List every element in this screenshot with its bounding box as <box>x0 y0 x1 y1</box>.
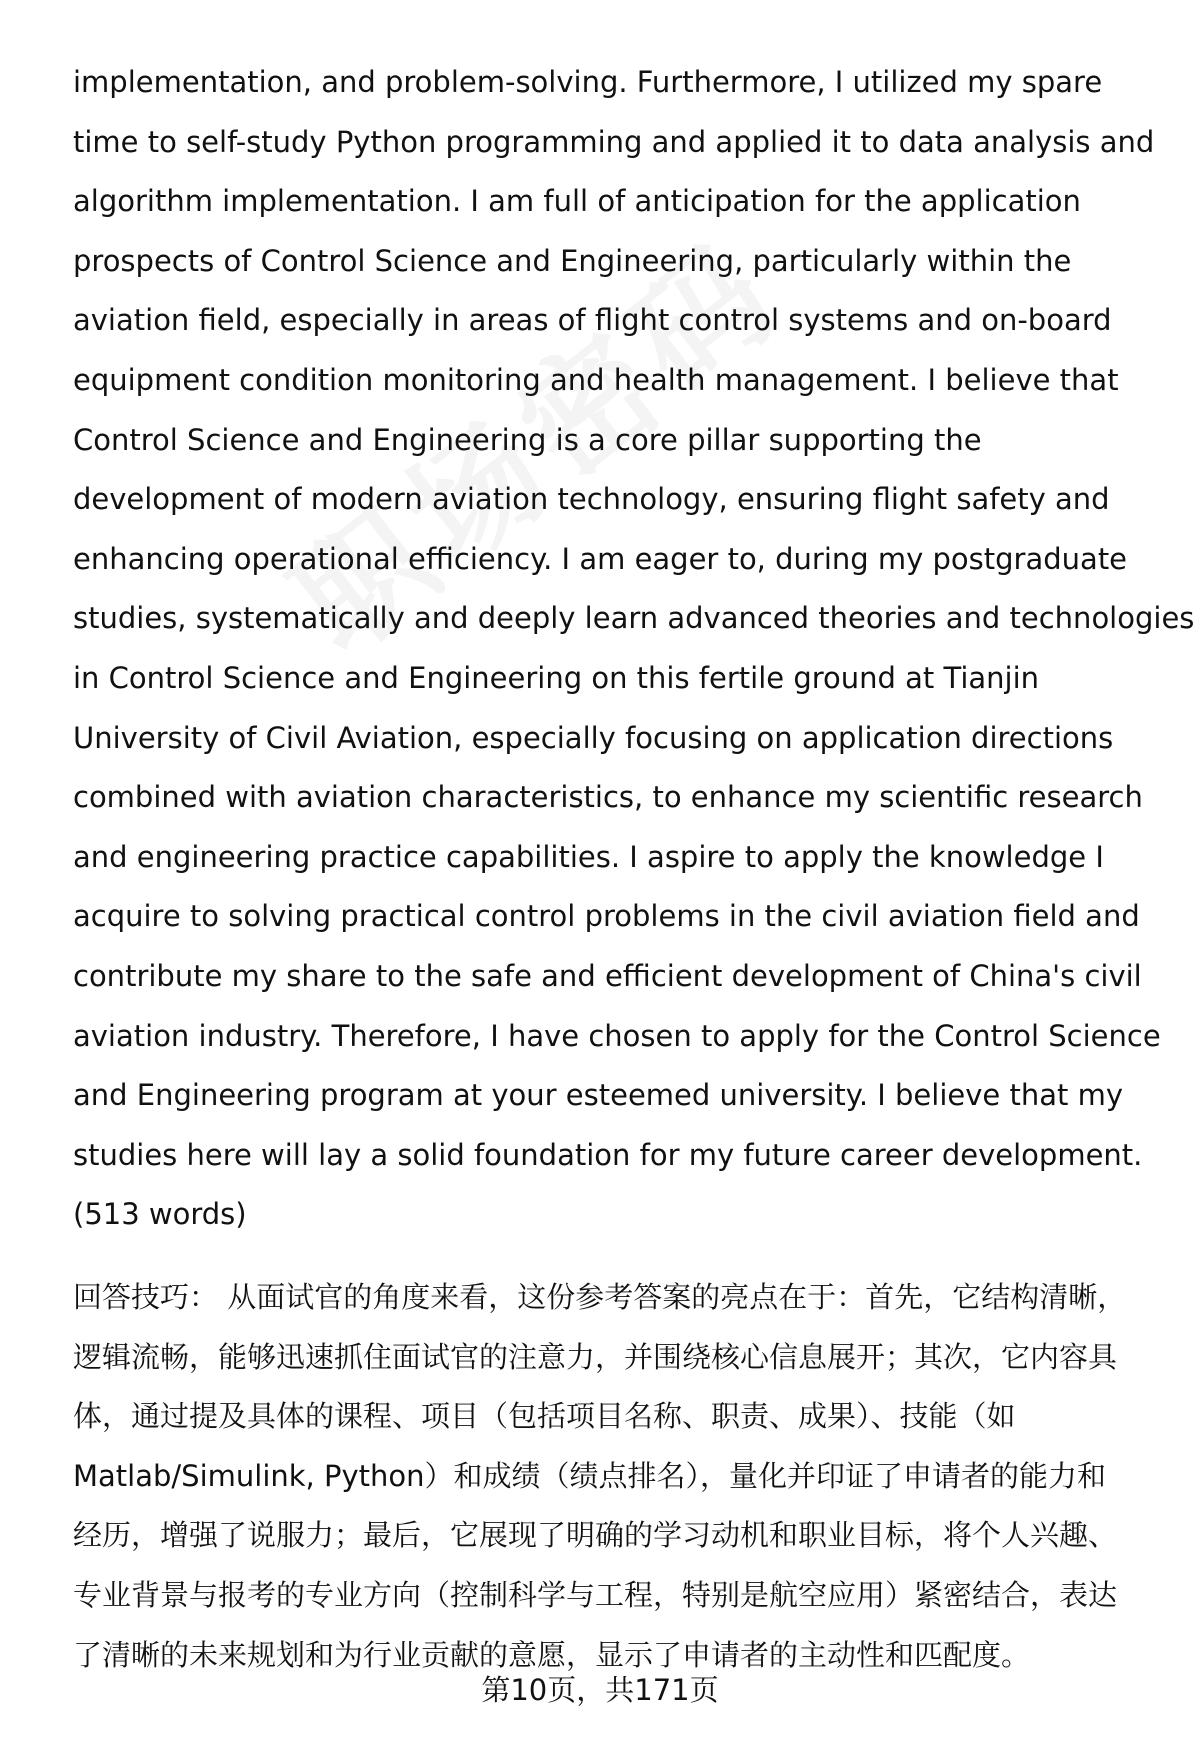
tips-line: 经历，增强了说服力；最后，它展现了明确的学习动机和职业目标，将个人兴趣、 <box>73 1518 1118 1553</box>
word-count: (513 words) <box>73 1197 247 1232</box>
tips-line: 了清晰的未来规划和为行业贡献的意愿，显示了申请者的主动性和匹配度。 <box>73 1637 1031 1672</box>
essay-line: prospects of Control Science and Engineering, particularly within the <box>73 243 1072 278</box>
page-number: 第10页，共171页 <box>481 1673 719 1707</box>
essay-line: equipment condition monitoring and health management. I believe that <box>73 362 1119 397</box>
essay-line: studies here will lay a solid foundation for my future career development. <box>73 1137 1143 1172</box>
essay-line: University of Civil Aviation, especially focusing on application directions <box>73 720 1114 755</box>
essay-line: enhancing operational efficiency. I am eager to, during my postgraduate <box>73 541 1128 576</box>
tips-line: 专业背景与报考的专业方向（控制科学与工程，特别是航空应用）紧密结合，表达 <box>73 1577 1118 1612</box>
tips-line: 逻辑流畅，能够迅速抓住面试官的注意力，并围绕核心信息展开；其次，它内容具 <box>73 1339 1118 1374</box>
essay-line: and engineering practice capabilities. I aspire to apply the knowledge I <box>73 839 1104 874</box>
essay-body <box>73 53 1195 1245</box>
essay-line: time to self-study Python programming and applied it to data analysis and <box>73 124 1155 159</box>
tips-line: 体，通过提及具体的课程、项目（包括项目名称、职责、成果）、技能（如 <box>73 1399 1016 1434</box>
essay-line: aviation industry. Therefore, I have chosen to apply for the Control Science <box>73 1018 1161 1053</box>
essay-line: contribute my share to the safe and efficient development of China's civil <box>73 958 1142 993</box>
essay-line: algorithm implementation. I am full of anticipation for the application <box>73 184 1081 219</box>
tips-line: 回答技巧： 从面试官的角度来看，这份参考答案的亮点在于：首先，它结构清晰， <box>73 1280 1127 1314</box>
essay-line: aviation field, especially in areas of flight control systems and on-board <box>73 303 1112 338</box>
tips-line: Matlab/Simulink, Python）和成绩（绩点排名），量化并印证了申请者的能力和 <box>73 1458 1107 1493</box>
answer-tips <box>73 1268 1163 1685</box>
essay-line: acquire to solving practical control problems in the civil aviation field and <box>73 899 1140 934</box>
essay-line: in Control Science and Engineering on this fertile ground at Tianjin <box>73 660 1040 695</box>
essay-line: implementation, and problem-solving. Furthermore, I utilized my spare <box>73 65 1103 99</box>
essay-line: and Engineering program at your esteemed university. I believe that my <box>73 1078 1123 1113</box>
essay-line: combined with aviation characteristics, to enhance my scientific research <box>73 780 1143 815</box>
essay-line: studies, systematically and deeply learn advanced theories and technologies <box>73 601 1195 636</box>
essay-line: Control Science and Engineering is a core pillar supporting the <box>73 422 982 457</box>
essay-line: development of modern aviation technology, ensuring flight safety and <box>73 482 1110 517</box>
